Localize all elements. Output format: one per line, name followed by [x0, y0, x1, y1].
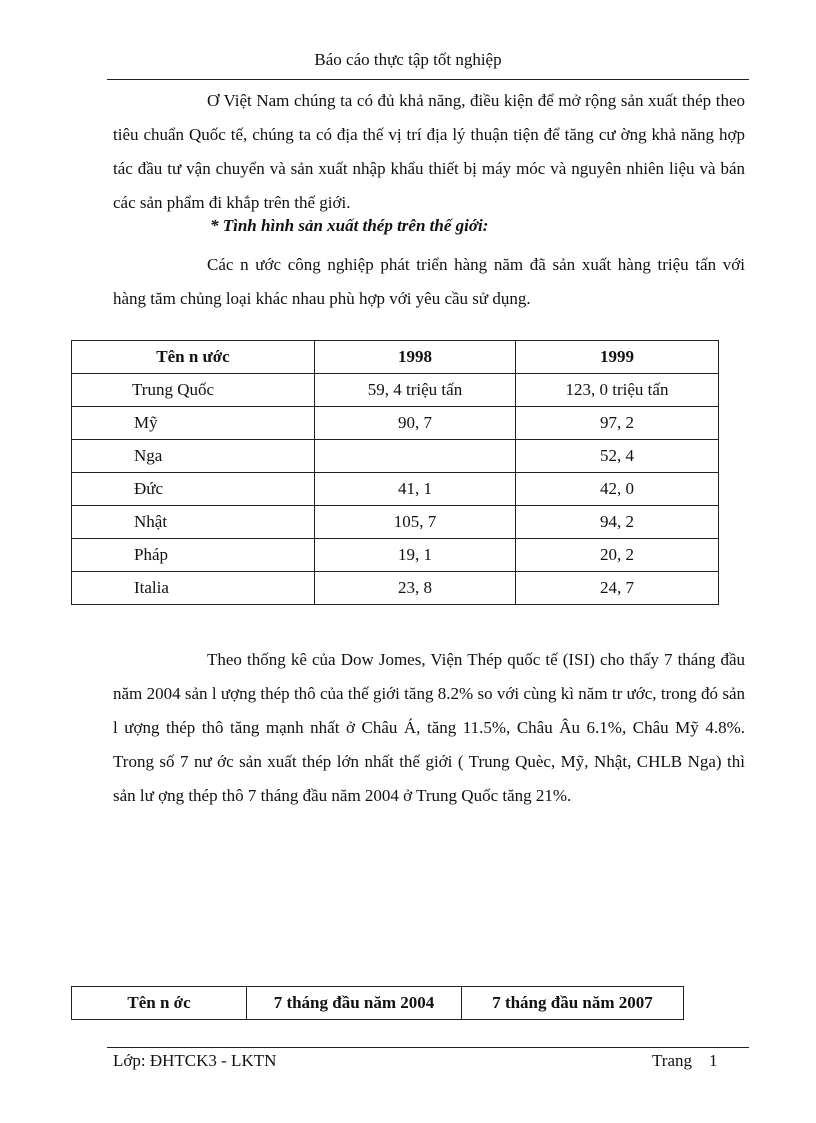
value-cell — [315, 440, 516, 473]
column-header-country: Tên n ước — [72, 341, 315, 374]
value-cell: 59, 4 triệu tấn — [315, 374, 516, 407]
footer-page — [652, 1051, 718, 1071]
table-row — [72, 572, 719, 605]
column-header-2007: 7 tháng đầu năm 2007 — [462, 987, 684, 1020]
table-header-row — [72, 341, 719, 374]
table-row — [72, 506, 719, 539]
country-cell: Nhật — [72, 506, 315, 539]
country-cell: Đức — [72, 473, 315, 506]
value-cell: 23, 8 — [315, 572, 516, 605]
column-header-1998: 1998 — [315, 341, 516, 374]
value-cell: 123, 0 triệu tấn — [516, 374, 719, 407]
value-cell: 42, 0 — [516, 473, 719, 506]
value-cell: 97, 2 — [516, 407, 719, 440]
header-divider — [107, 79, 749, 80]
value-cell: 94, 2 — [516, 506, 719, 539]
steel-production-table — [71, 340, 719, 605]
value-cell: 90, 7 — [315, 407, 516, 440]
value-cell: 20, 2 — [516, 539, 719, 572]
comparison-table — [71, 986, 684, 1020]
country-cell: Mỹ — [72, 407, 315, 440]
value-cell: 41, 1 — [315, 473, 516, 506]
paragraph-industrial-countries: Các n ước công nghiệp phát triển hàng năm đã sản xuất hàng triệu tấn với hàng tăm chủng loại khác nhau phù hợp với yêu cầu sử dụng. — [113, 255, 745, 308]
country-cell: Italia — [72, 572, 315, 605]
country-cell: Trung Quốc — [72, 374, 315, 407]
paragraph-dow-jones-stats: Theo thống kê của Dow Jomes, Viện Thép quốc tế (ISI) cho thấy 7 tháng đầu năm 2004 sản l ượng thép thô của thế giới tăng 8.2% so với cùng kì năm tr ước, trong đó sản l ượng thép thô tăng mạnh nhất ở Châu Á, tăng 11.5%, Châu Âu 6.1%, Châu Mỹ 4.8%. Trong số 7 nư ớc sản xuất thép lớn nhất thế giới ( Trung Quèc, Mỹ, Nhật, CHLB Nga) thì sản lư ợng thép thô 7 tháng đầu năm 2004 ở Trung Quốc tăng 21%. — [113, 650, 745, 805]
table-row — [72, 374, 719, 407]
country-cell: Pháp — [72, 539, 315, 572]
table-row — [72, 440, 719, 473]
column-header-country: Tên n ớc — [72, 987, 247, 1020]
page-number: 1 — [709, 1051, 718, 1070]
column-header-2004: 7 tháng đầu năm 2004 — [247, 987, 462, 1020]
footer-divider — [107, 1047, 749, 1048]
value-cell: 24, 7 — [516, 572, 719, 605]
page-header-title: Báo cáo thực tập tốt nghiệp — [314, 50, 502, 69]
value-cell: 52, 4 — [516, 440, 719, 473]
value-cell: 105, 7 — [315, 506, 516, 539]
table-row — [72, 473, 719, 506]
footer-class-label: Lớp: ĐHTCK3 - LKTN — [113, 1051, 277, 1070]
country-cell: Nga — [72, 440, 315, 473]
table-row — [72, 539, 719, 572]
column-header-1999: 1999 — [516, 341, 719, 374]
page-label: Trang — [652, 1051, 692, 1070]
paragraph-intro: Ơ Việt Nam chúng ta có đủ khả năng, điều kiện để mở rộng sản xuất thép theo tiêu chuẩn Quốc tế, chúng ta có địa thế vị trí địa lý thuận tiện để tăng cư ờng khả năng hợp tác đầu tư vận chuyển và sản xuất nhập khẩu thiết bị máy móc và nguyên nhiên liệu và bán các sản phẩm đi khắp trên thế giới. — [113, 91, 745, 212]
table-row — [72, 407, 719, 440]
table-header-row — [72, 987, 684, 1020]
section-title: * Tình hình sản xuất thép trên thế giới: — [210, 216, 489, 235]
value-cell: 19, 1 — [315, 539, 516, 572]
